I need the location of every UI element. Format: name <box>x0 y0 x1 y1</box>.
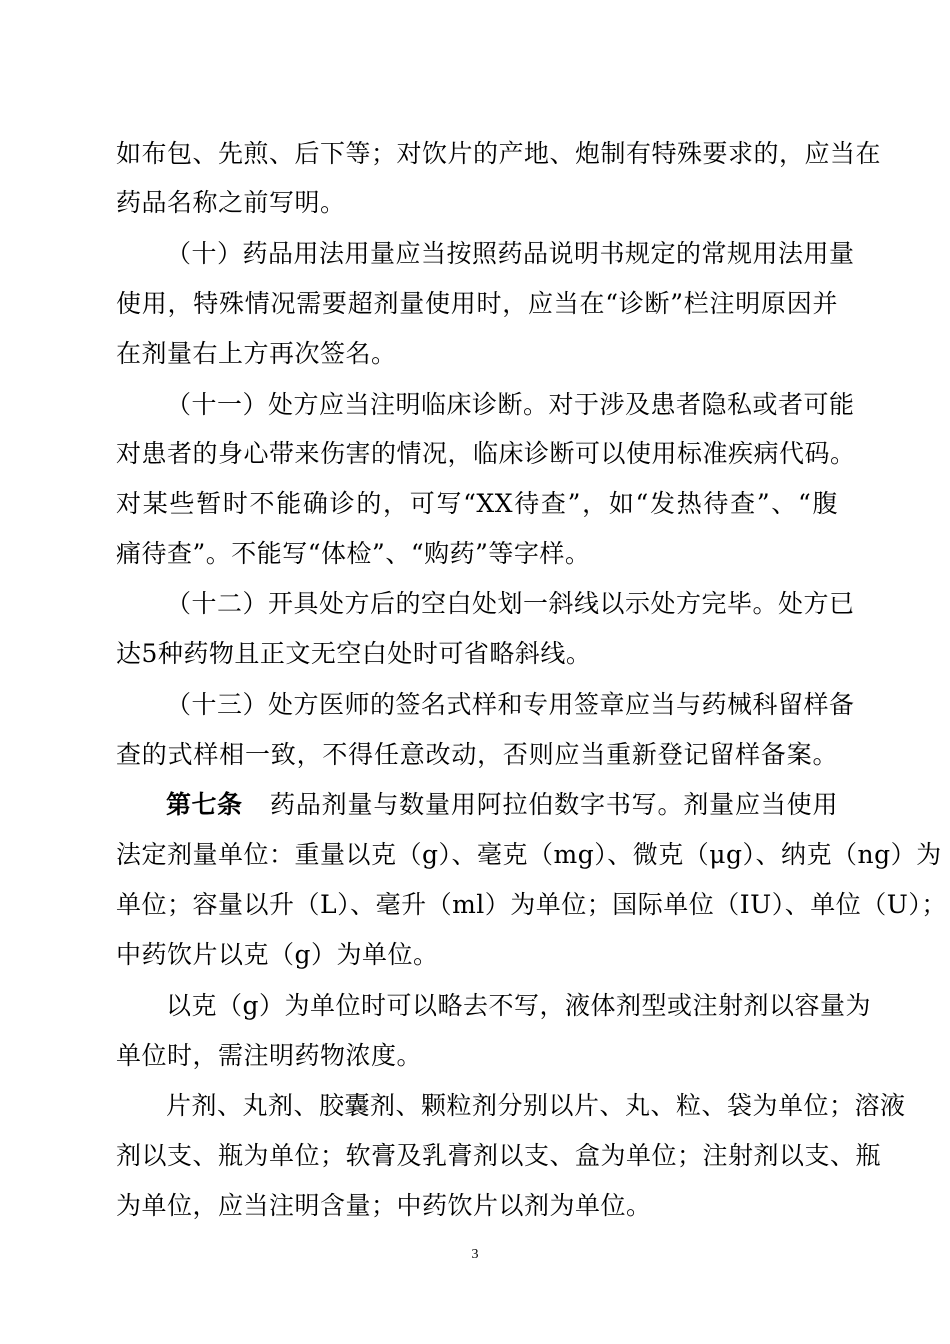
text-line: 药品名称之前写明。 <box>116 188 346 217</box>
text-line: 在剂量右上方再次签名。 <box>116 339 397 368</box>
page-number: 3 <box>471 1247 479 1262</box>
text-line: 使用，特殊情况需要超剂量使用时，应当在“诊断”栏注明原因并 <box>116 289 838 318</box>
text-line: 中药饮片以克（g）为单位。 <box>116 940 439 969</box>
text-line: 如布包、先煎、后下等；对饮片的产地、炮制有特殊要求的，应当在 <box>116 139 882 168</box>
text-line: 对某些暂时不能确诊的，可写“XX待查”，如“发热待查”、“腹 <box>116 489 838 518</box>
article-label: 第七条 <box>166 790 243 819</box>
text-line: 以克（g）为单位时可以略去不写，液体剂型或注射剂以容量为 <box>166 991 872 1020</box>
text-line: 药品剂量与数量用阿拉伯数字书写。剂量应当使用 <box>270 790 838 819</box>
text-line: 法定剂量单位：重量以克（g）、毫克（mg）、微克（μg）、纳克（ng）为 <box>116 840 942 869</box>
text-line: （十）药品用法用量应当按照药品说明书规定的常规用法用量 <box>166 239 855 268</box>
text-line: （十一）处方应当注明临床诊断。对于涉及患者隐私或者可能 <box>166 390 855 419</box>
text-line: 查的式样相一致，不得任意改动，否则应当重新登记留样备案。 <box>116 740 838 769</box>
text-line: 痛待查”。不能写“体检”、“购药”等字样。 <box>116 539 591 568</box>
text-line: 单位；容量以升（L）、毫升（ml）为单位；国际单位（IU）、单位（U）； <box>116 890 947 919</box>
text-line: 剂以支、瓶为单位；软膏及乳膏剂以支、盒为单位；注射剂以支、瓶 <box>116 1141 882 1170</box>
text-line: 对患者的身心带来伤害的情况，临床诊断可以使用标准疾病代码。 <box>116 439 856 468</box>
text-line: 单位时，需注明药物浓度。 <box>116 1041 423 1070</box>
text-line: 为单位，应当注明含量；中药饮片以剂为单位。 <box>116 1191 652 1220</box>
text-line: 片剂、丸剂、胶囊剂、颗粒剂分别以片、丸、粒、袋为单位；溶液 <box>166 1091 906 1120</box>
text-line: （十三）处方医师的签名式样和专用签章应当与药械科留样备 <box>166 690 855 719</box>
text-line: （十二）开具处方后的空白处划一斜线以示处方完毕。处方已 <box>166 589 855 618</box>
text-line: 达5种药物且正文无空白处时可省略斜线。 <box>116 639 592 668</box>
